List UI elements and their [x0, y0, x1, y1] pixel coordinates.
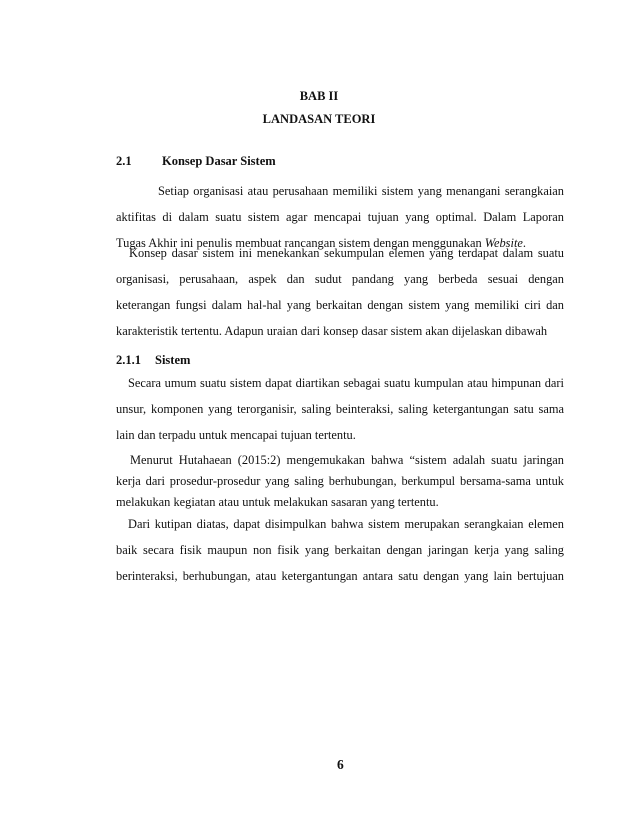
- paragraph-line: organisasi, perusahaan, aspek dan sudut pandang yang berbeda sesuai dengan: [116, 272, 564, 286]
- section-title: Konsep Dasar Sistem: [162, 154, 276, 168]
- paragraph-4: [116, 450, 564, 513]
- paragraph-line: Dari kutipan diatas, dapat disimpulkan bahwa sistem merupakan serangkaian elemen: [128, 517, 564, 531]
- subsection-number: 2.1.1: [116, 353, 141, 367]
- paragraph-line: baik secara fisik maupun non fisik yang berkaitan dengan jaringan kerja yang saling: [116, 543, 564, 557]
- paragraph-line: Menurut Hutahaean (2015:2) mengemukakan bahwa “sistem adalah suatu jaringan: [130, 453, 564, 467]
- subsection-title: Sistem: [155, 353, 191, 367]
- italic-term: Website: [484, 236, 523, 250]
- line-text: .: [522, 236, 526, 250]
- section-number: 2.1: [116, 154, 132, 168]
- chapter-label: BAB II: [299, 89, 339, 103]
- chapter-title: LANDASAN TEORI: [262, 112, 376, 126]
- paragraph-line: kerja dari prosedur-prosedur yang saling berhubungan, berkumpul bersama-sama untuk: [116, 474, 564, 488]
- paragraph-line: Secara umum suatu sistem dapat diartikan sebagai suatu kumpulan atau himpunan dari: [128, 376, 564, 390]
- paragraph-5: [116, 511, 564, 589]
- paragraph-3: [116, 370, 564, 448]
- paragraph-line: aktifitas di dalam suatu sistem agar mencapai tujuan yang optimal. Dalam Laporan: [116, 210, 564, 224]
- paragraph-line: Konsep dasar sistem ini menekankan sekumpulan elemen yang terdapat dalam suatu: [129, 246, 564, 260]
- paragraph-line: keterangan fungsi dalam hal-hal yang berkaitan dengan sistem yang memiliki ciri dan: [116, 298, 564, 312]
- paragraph-line: berinteraksi, berhubungan, atau ketergantungan antara satu dengan yang lain bertujuan: [116, 569, 564, 583]
- paragraph-line: unsur, komponen yang terorganisir, saling beinteraksi, saling ketergantungan satu sama: [116, 402, 564, 416]
- paragraph-line: karakteristik tertentu. Adapun uraian dari konsep dasar sistem akan dijelaskan dibawah: [116, 324, 548, 338]
- paragraph-line: lain dan terpadu untuk mencapai tujuan tertentu.: [116, 428, 356, 442]
- paragraph-line: melakukan kegiatan atau untuk melakukan sasaran yang tertentu.: [116, 495, 439, 509]
- paragraph-line: Setiap organisasi atau perusahaan memiliki sistem yang menangani serangkaian: [158, 184, 564, 198]
- line-text: Tugas Akhir ini penulis membuat rancangan sistem dengan menggunakan: [116, 236, 485, 250]
- paragraph-2: [116, 240, 564, 344]
- page-number: 6: [337, 757, 344, 772]
